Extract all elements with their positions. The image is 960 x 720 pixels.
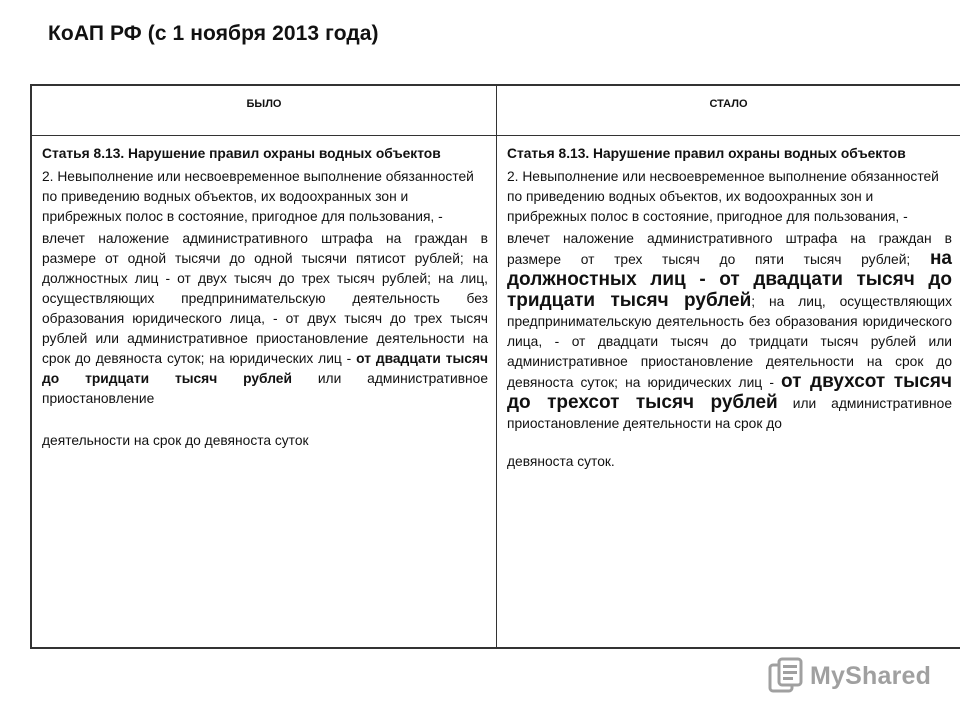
cell-after [497, 136, 960, 647]
penalty-main: влечет наложение административного штрафа на граждан в размере от одной тысячи до одной тысячи пятисот рублей; на должностных лиц - от двух тысяч до трех тысяч рублей; на лиц, осуществляющих предпринимательскую деятельность без образования юридического лица, - от двух тысяч до трех тысяч рублей или административное приостановление деятельности на срок до девяноста суток; на юридических лиц - [42, 231, 488, 366]
penalty-after: или административное приостановление [42, 371, 488, 406]
myshared-logo-icon [768, 657, 804, 695]
penalty-tail: деятельности на срок до девяноста суток [42, 433, 309, 448]
penalty-tail: девяноста суток. [507, 454, 615, 469]
column-header-after: СТАЛО [497, 86, 960, 136]
article-title: Статья 8.13. Нарушение правил охраны водных объектов [42, 146, 441, 161]
penalty-after: или административное приостановление деятельности на срок до [507, 396, 953, 431]
penalty-legal-entities: от двадцати тысяч до тридцати тысяч рублей [42, 351, 488, 386]
comparison-table [30, 84, 960, 649]
article-paragraph: 2. Невыполнение или несвоевременное выполнение обязанностей по приведению водных объектов, их водоохранных зон и прибрежных полос в состояние, пригодное для пользования, - [507, 169, 939, 224]
penalty-text [42, 229, 488, 409]
penalty-text [507, 229, 952, 434]
penalty-officials-highlight: на должностных лиц - от двадцати тысяч до тридцати тысяч рублей [507, 248, 952, 311]
page-title: КоАП РФ (с 1 ноября 2013 года) [48, 22, 379, 45]
penalty-start: влечет наложение административного штрафа на граждан в размере от трех тысяч до пяти тысяч рублей; [507, 231, 952, 267]
watermark [768, 656, 931, 696]
penalty-legal-entities-highlight: от двухсот тысяч до трехсот тысяч рублей [507, 371, 952, 413]
column-header-before: БЫЛО [32, 86, 497, 136]
article-title: Статья 8.13. Нарушение правил охраны водных объектов [507, 146, 906, 161]
penalty-mid: ; на лиц, осуществляющих предпринимательскую деятельность без образования юридического лица, - от двадцати тысяч до тридцати тысяч рублей или административное приостановление деятельности на срок до девяноста суток; на юридических лиц - [507, 294, 953, 390]
article-paragraph: 2. Невыполнение или несвоевременное выполнение обязанностей по приведению водных объектов, их водоохранных зон и прибрежных полос в состояние, пригодное для пользования, - [42, 169, 474, 224]
cell-before [32, 136, 497, 647]
watermark-text: MyShared [810, 661, 932, 690]
